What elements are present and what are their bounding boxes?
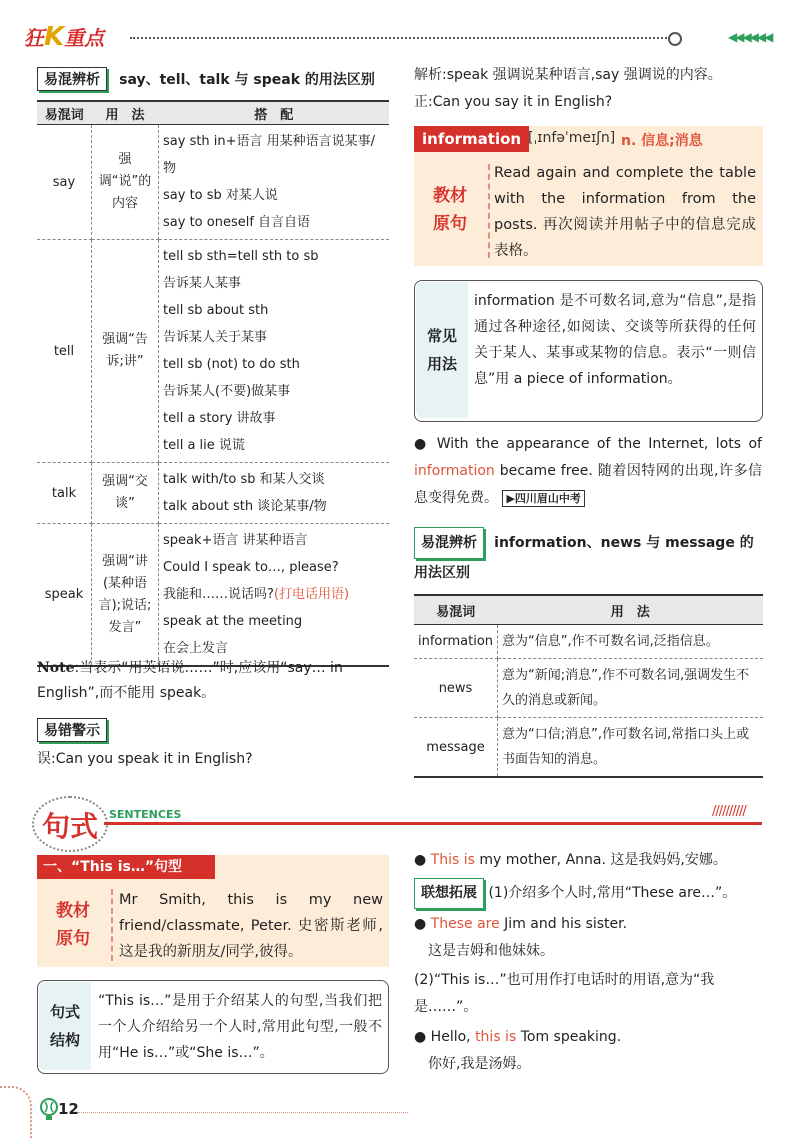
textbook-sentence: Read again and complete the table with the information from the posts. 再次阅读并用帖子中的信息完成表格。: [494, 165, 756, 259]
footer-dotted-arc: [0, 1086, 32, 1138]
example-translation: 这是吉姆和他妹妹。: [428, 943, 554, 959]
table-row: [37, 240, 389, 463]
pattern-label: 一、“This is…”句型: [37, 855, 215, 879]
section-rule: [104, 822, 762, 825]
row-pairs: [159, 240, 390, 463]
table-row: [37, 125, 389, 240]
row-usage: 强调“讲(某种语言);说话;发言”: [92, 524, 159, 667]
row-usage: 意为“新闻;消息”,作不可数名词,强调发生不久的消息或新闻。: [498, 659, 763, 718]
example-sentence: ● These are Jim and his sister.: [414, 916, 628, 932]
pair-item: say to sb 对某人说: [163, 188, 278, 203]
row-usage: 强调“说”的内容: [92, 125, 159, 240]
wrong-sentence: 误:Can you speak it in English?: [37, 751, 253, 767]
table-row: [37, 524, 389, 667]
table-header: 易混词: [37, 101, 92, 125]
pair-item: tell sb (not) to do sth: [163, 357, 300, 372]
warning-tag: 易错警示: [37, 718, 107, 742]
pair-item: Could I speak to…, please?: [163, 560, 339, 575]
pair-item: 告诉某人关于某事: [163, 330, 268, 345]
row-usage: 强调“告诉;讲”: [92, 240, 159, 463]
pair-item: speak+语言 讲某种语言: [163, 533, 308, 548]
row-word: information: [414, 625, 498, 659]
example-translation: 你好,我是汤姆。: [428, 1056, 531, 1072]
pair-item: tell sb sth=tell sth to sb: [163, 249, 319, 264]
dashed-divider: [488, 164, 490, 258]
row-word: message: [414, 718, 498, 778]
compare-heading: [414, 527, 762, 588]
table-header: 易混词: [414, 595, 498, 625]
row-usage: 意为“口信;消息”,作可数名词,常指口头上或书面告知的消息。: [498, 718, 763, 778]
extension-line: 联想拓展 (1)介绍多个人时,常用“These are…”。: [414, 878, 736, 909]
hatch-decoration: //////////: [712, 804, 746, 819]
sentences-title: 句式: [42, 810, 99, 843]
textbook-label: 教材 原句: [56, 901, 90, 949]
table-row: [414, 625, 763, 659]
structure-text: “This is…”是用于介绍某人的句型,当我们把一个人介绍给另一个人时,常用此句型,一般不用“He is…”或“She is…”。: [98, 993, 382, 1061]
row-word: say: [37, 125, 92, 240]
header-circle-icon: [668, 32, 682, 46]
pair-item: 我能和……说话吗?(打电话用语): [163, 587, 350, 602]
correct-sentence: 正:Can you say it in English?: [414, 94, 613, 110]
table-header: 用 法: [498, 595, 763, 625]
pair-item: talk about sth 谈论某事/物: [163, 499, 327, 514]
table-row: [37, 463, 389, 524]
pattern-sentence: Mr Smith, this is my new friend/classmate, Peter. 史密斯老师,这是我的新朋友/同学,彼得。: [119, 892, 383, 960]
analysis-text: 解析:speak 强调说某种语言,say 强调说的内容。: [414, 67, 722, 83]
page-number: 12: [58, 1100, 79, 1118]
header-arrows-icon: ◀◀◀◀◀◀: [728, 30, 772, 44]
row-usage: 意为“信息”,作不可数名词,泛指信息。: [498, 625, 763, 659]
header-logo: 狂K重点: [24, 22, 105, 52]
pair-item: speak at the meeting: [163, 614, 303, 629]
phonetic: [ˌɪnfəˈmeɪʃn]: [528, 130, 616, 146]
row-word: tell: [37, 240, 92, 463]
pair-item: tell sb about sth: [163, 303, 269, 318]
row-pairs: [159, 463, 390, 524]
example-sentence: ● Hello, this is Tom speaking.: [414, 1029, 622, 1045]
word-label: information: [414, 126, 529, 152]
pair-item: talk with/to sb 和某人交谈: [163, 472, 325, 487]
header-dotted-line: [130, 37, 670, 39]
confusion-tag: 易混辨析: [37, 67, 107, 91]
pair-item: say sth in+语言 用某种语言说某事/物: [163, 134, 376, 176]
example-sentence: ● With the appearance of the Internet, lots of information became free. 随着因特网的出现,许多信息变得免费。 ▶四川眉山中考: [414, 436, 762, 506]
pair-item: tell a lie 说谎: [163, 438, 245, 453]
confusion-tag: 易混辨析: [414, 527, 484, 559]
sentences-title-en: SENTENCES: [109, 808, 182, 821]
common-usage-label: 常见 用法: [416, 282, 468, 418]
left-section-title: say、tell、talk 与 speak 的用法区别: [119, 72, 375, 88]
example-sentence: ● This is my mother, Anna. 这是我妈妈,安娜。: [414, 852, 727, 868]
pair-item: tell a story 讲故事: [163, 411, 276, 426]
row-word: talk: [37, 463, 92, 524]
row-pairs: [159, 125, 390, 240]
source-badge: ▶四川眉山中考: [502, 490, 584, 507]
table-row: [414, 718, 763, 778]
row-word: news: [414, 659, 498, 718]
pair-item: 告诉某人某事: [163, 276, 242, 291]
pair-item: 告诉某人(不要)做某事: [163, 384, 291, 399]
balloon-icon: [38, 1098, 60, 1122]
pair-item: 在会上发言: [163, 641, 229, 656]
structure-label: 句式 结构: [39, 982, 91, 1070]
common-usage-text: information 是不可数名词,意为“信息”,是指通过各种途径,如阅读、交谈等所获得的任何关于某人、某事或某物的信息。表示“一则信息”用 a piece of information。: [474, 293, 756, 387]
dashed-divider: [111, 889, 113, 961]
table-header: 用 法: [92, 101, 159, 125]
extension-tag: 联想拓展: [414, 878, 484, 909]
row-usage: 强调“交谈”: [92, 463, 159, 524]
phone-note: (打电话用语): [273, 587, 350, 602]
footer-dotted-line: [78, 1112, 408, 1113]
left-section-heading: [37, 67, 375, 91]
note-paragraph: Note:当表示“用英语说……”时,应该用“say… in English”,而不能用 speak。: [37, 660, 343, 701]
table-header: 搭 配: [159, 101, 390, 125]
row-pairs: [159, 524, 390, 667]
warning-heading: [37, 718, 107, 742]
table-row: [414, 659, 763, 718]
information-news-message-table: [414, 594, 763, 778]
pair-item: say to oneself 自言自语: [163, 215, 311, 230]
say-tell-talk-speak-table: [37, 100, 389, 667]
row-word: speak: [37, 524, 92, 667]
part-of-speech: n. 信息;消息: [621, 133, 703, 149]
textbook-label: 教材 原句: [433, 186, 467, 234]
extension-line: (2)“This is…”也可用作打电话时的用语,意为“我是……”。: [414, 972, 715, 1015]
compare-title: information、news 与 message 的用法区别: [414, 535, 754, 581]
